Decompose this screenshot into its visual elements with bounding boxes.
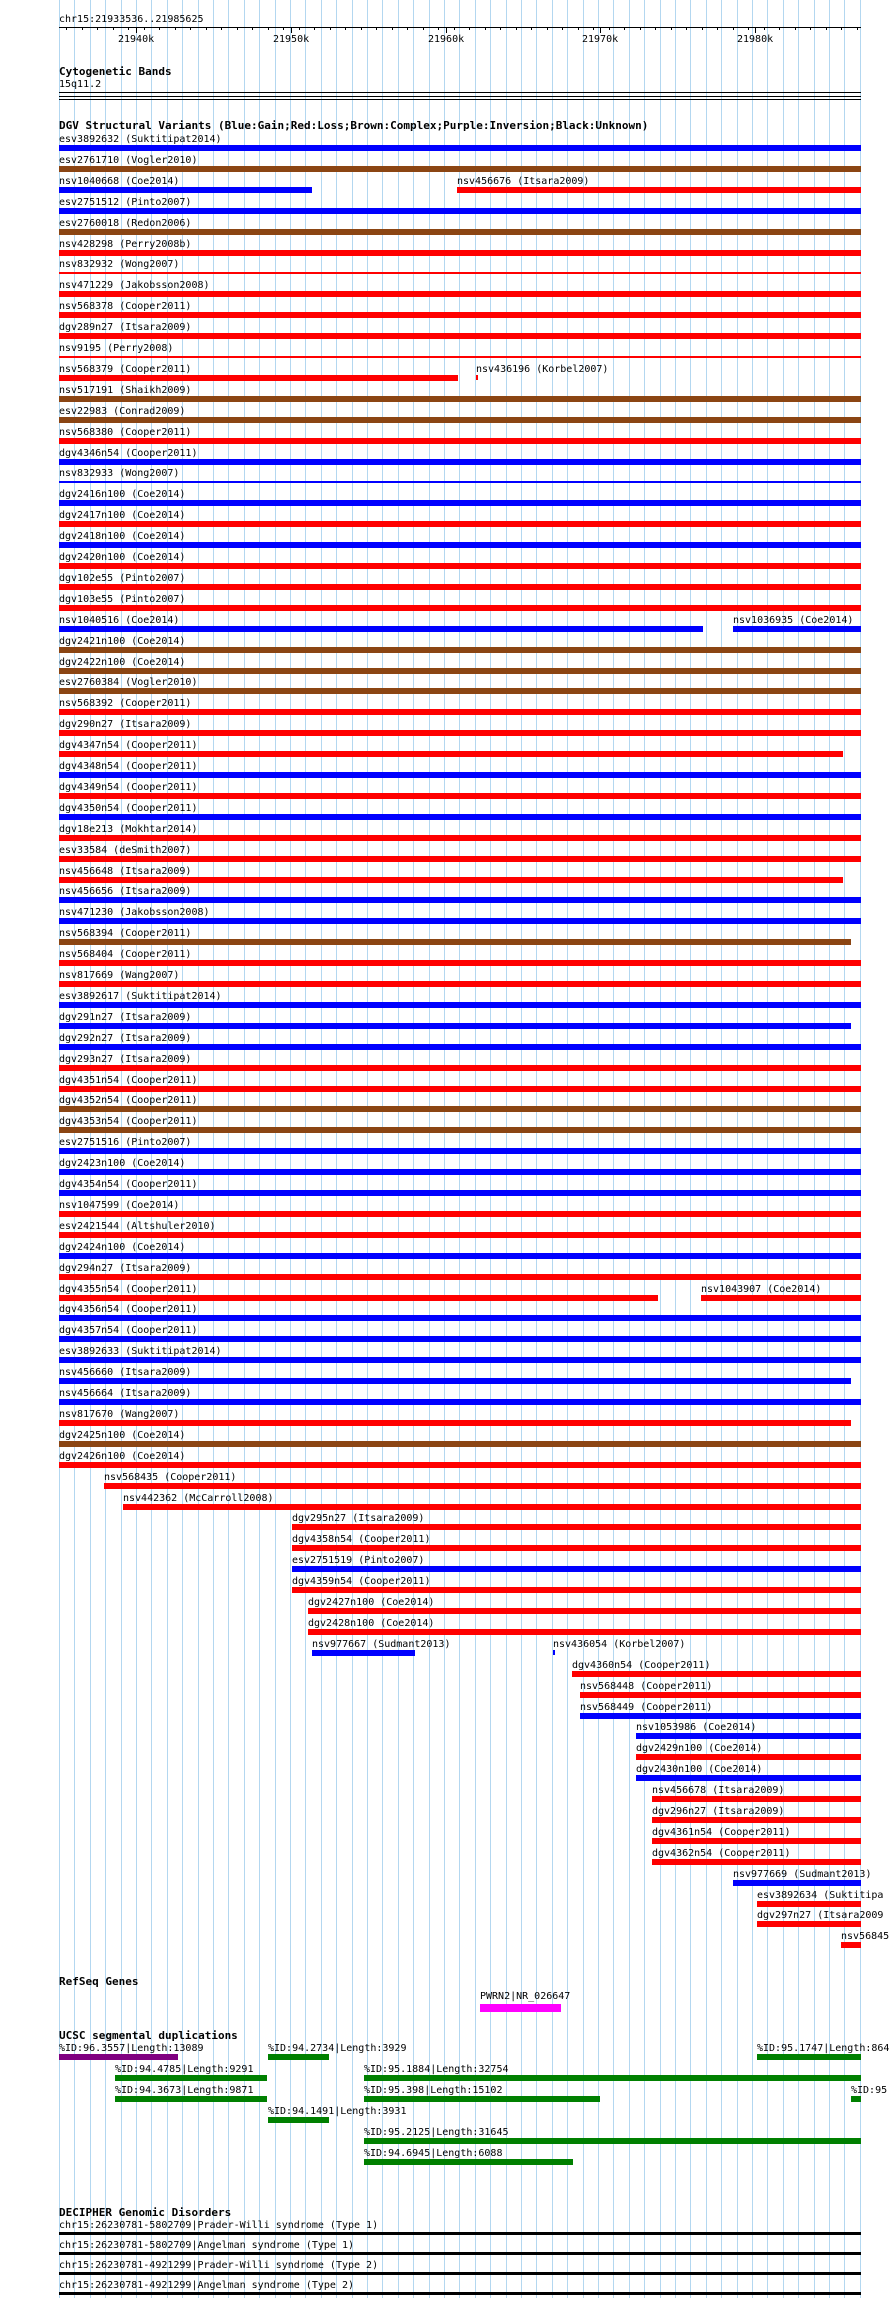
dgv-variant-label[interactable]: nsv436054 (Korbel2007)	[553, 1639, 686, 1650]
dgv-variant-label[interactable]: nsv817670 (Wang2007)	[59, 1409, 180, 1420]
dgv-variant-label[interactable]: nsv832933 (Wong2007)	[59, 468, 180, 479]
dgv-variant-label[interactable]: esv3892634 (Suktitipa	[757, 1890, 884, 1901]
dgv-variant-label[interactable]: nsv568379 (Cooper2011)	[59, 364, 192, 375]
refseq-gene-label[interactable]: PWRN2|NR_026647	[480, 1991, 571, 2002]
dgv-variant-label[interactable]: esv2751519 (Pinto2007)	[292, 1555, 425, 1566]
dgv-variant-bar[interactable]	[636, 1733, 861, 1739]
ruler-minor-tick	[299, 27, 300, 30]
decipher-label[interactable]: chr15:26230781-5802709|Prader-Willi syndrome (Type 1)	[59, 2220, 379, 2231]
dgv-variant-label[interactable]: dgv102e55 (Pinto2007)	[59, 573, 186, 584]
dgv-variant-bar[interactable]	[59, 333, 861, 339]
dgv-variant-label[interactable]: dgv2421n100 (Coe2014)	[59, 636, 186, 647]
ruler-tick	[136, 27, 137, 33]
dgv-variant-bar[interactable]	[59, 897, 861, 903]
dgv-variant-label[interactable]: nsv456678 (Itsara2009)	[652, 1785, 785, 1796]
dgv-variant-label[interactable]: nsv568394 (Cooper2011)	[59, 928, 192, 939]
dgv-variant-bar[interactable]	[59, 835, 861, 841]
ruler-tick	[600, 27, 601, 33]
region-coordinates: chr15:21933536..21985625	[59, 14, 204, 25]
dgv-variant-bar[interactable]	[59, 459, 861, 465]
dgv-variant-bar[interactable]	[652, 1838, 861, 1844]
ruler-tick-label: 21950k	[273, 34, 310, 45]
dgv-variant-bar[interactable]	[59, 1023, 851, 1029]
dgv-variant-label[interactable]: nsv1040668 (Coe2014)	[59, 176, 180, 187]
dgv-variant-bar[interactable]	[59, 145, 861, 151]
segdup-bar[interactable]	[59, 2054, 178, 2060]
ruler-minor-tick	[547, 27, 548, 30]
refseq-track-title: RefSeq Genes	[59, 1975, 139, 1988]
dgv-variant-bar[interactable]	[59, 1315, 861, 1321]
dgv-variant-label[interactable]: dgv2429n100 (Coe2014)	[636, 1743, 763, 1754]
ruler-minor-tick	[531, 27, 532, 30]
decipher-bar[interactable]	[59, 2272, 861, 2275]
dgv-variant-label[interactable]: nsv56845	[841, 1931, 890, 1942]
segdup-label[interactable]: %ID:95.2125|Length:31645	[364, 2127, 509, 2138]
dgv-variant-bar[interactable]	[59, 563, 861, 569]
dgv-variant-bar[interactable]	[476, 375, 478, 380]
dgv-variant-label[interactable]: dgv4357n54 (Cooper2011)	[59, 1325, 198, 1336]
dgv-variant-label[interactable]: esv2751516 (Pinto2007)	[59, 1137, 192, 1148]
dgv-variant-bar[interactable]	[59, 1065, 861, 1071]
dgv-variant-label[interactable]: dgv4352n54 (Cooper2011)	[59, 1095, 198, 1106]
ruler-minor-tick	[593, 27, 594, 30]
dgv-variant-label[interactable]: nsv568448 (Cooper2011)	[580, 1681, 713, 1692]
dgv-variant-label[interactable]: dgv2417n100 (Coe2014)	[59, 510, 186, 521]
ruler-baseline	[59, 27, 861, 28]
segdup-label[interactable]: %ID:94.4785|Length:9291	[115, 2064, 254, 2075]
segdup-bar[interactable]	[851, 2096, 861, 2102]
ruler-tick-label: 21980k	[737, 34, 774, 45]
dgv-variant-bar[interactable]	[59, 814, 861, 820]
decipher-bar[interactable]	[59, 2292, 861, 2295]
dgv-variant-label[interactable]: dgv2425n100 (Coe2014)	[59, 1430, 186, 1441]
dgv-variant-label[interactable]: esv3892633 (Suktitipat2014)	[59, 1346, 222, 1357]
ruler-minor-tick	[423, 27, 424, 30]
dgv-variant-label[interactable]: nsv428298 (Perry2008b)	[59, 239, 192, 250]
dgv-variant-bar[interactable]	[59, 981, 861, 987]
ruler-tick-label: 21960k	[428, 34, 465, 45]
dgv-variant-bar[interactable]	[59, 1274, 861, 1280]
dgv-variant-label[interactable]: nsv442362 (McCarroll2008)	[123, 1493, 274, 1504]
dgv-variant-label[interactable]: esv22983 (Conrad2009)	[59, 406, 186, 417]
dgv-variant-bar[interactable]	[59, 166, 861, 172]
ruler-minor-tick	[469, 27, 470, 30]
dgv-variant-bar[interactable]	[59, 1169, 861, 1175]
dgv-variant-bar[interactable]	[59, 1190, 861, 1196]
segdup-label[interactable]: %ID:94.6945|Length:6088	[364, 2148, 503, 2159]
dgv-variant-label[interactable]: dgv103e55 (Pinto2007)	[59, 594, 186, 605]
dgv-variant-label[interactable]: dgv2424n100 (Coe2014)	[59, 1242, 186, 1253]
segdup-bar[interactable]	[364, 2138, 861, 2144]
dgv-variant-label[interactable]: nsv517191 (Shaikh2009)	[59, 385, 192, 396]
ruler-minor-tick	[748, 27, 749, 30]
dgv-variant-bar[interactable]	[123, 1504, 861, 1510]
dgv-track-title: DGV Structural Variants (Blue:Gain;Red:Loss;Brown:Complex;Purple:Inversion;Black:Unknown)	[59, 119, 649, 132]
dgv-variant-label[interactable]: dgv297n27 (Itsara2009	[757, 1910, 884, 1921]
dgv-variant-bar[interactable]	[841, 1942, 861, 1948]
dgv-variant-bar[interactable]	[59, 960, 861, 966]
dgv-variant-label[interactable]: dgv18e213 (Mokhtar2014)	[59, 824, 198, 835]
ruler-minor-tick	[392, 27, 393, 30]
dgv-variant-label[interactable]: nsv9195 (Perry2008)	[59, 343, 174, 354]
ruler-minor-tick	[159, 27, 160, 30]
dgv-variant-bar[interactable]	[59, 1441, 861, 1447]
dgv-variant-label[interactable]: dgv4360n54 (Cooper2011)	[572, 1660, 711, 1671]
ruler-tick-label: 21970k	[582, 34, 619, 45]
ruler-minor-tick	[764, 27, 765, 30]
dgv-variant-bar[interactable]	[733, 626, 861, 632]
dgv-variant-bar[interactable]	[59, 1253, 861, 1259]
dgv-variant-bar[interactable]	[59, 793, 861, 799]
ruler-minor-tick	[578, 27, 579, 30]
dgv-variant-bar[interactable]	[59, 1148, 861, 1154]
dgv-variant-bar[interactable]	[59, 1378, 851, 1384]
segdup-label[interactable]: %ID:96.3557|Length:13089	[59, 2043, 204, 2054]
decipher-label[interactable]: chr15:26230781-4921299|Angelman syndrome (Type 2)	[59, 2280, 355, 2291]
ruler-minor-tick	[376, 27, 377, 30]
ruler-minor-tick	[655, 27, 656, 30]
dgv-variant-label[interactable]: nsv568378 (Cooper2011)	[59, 301, 192, 312]
dgv-variant-bar[interactable]	[59, 356, 861, 358]
dgv-variant-label[interactable]: dgv2418n100 (Coe2014)	[59, 531, 186, 542]
dgv-variant-bar[interactable]	[59, 688, 861, 694]
ruler-minor-tick	[345, 27, 346, 30]
dgv-variant-label[interactable]: nsv817669 (Wang2007)	[59, 970, 180, 981]
dgv-variant-label[interactable]: dgv289n27 (Itsara2009)	[59, 322, 192, 333]
dgv-variant-bar[interactable]	[104, 1483, 861, 1489]
dgv-variant-bar[interactable]	[553, 1650, 555, 1655]
dgv-variant-label[interactable]: esv2751512 (Pinto2007)	[59, 197, 192, 208]
dgv-variant-bar[interactable]	[59, 709, 861, 715]
dgv-variant-label[interactable]: dgv2420n100 (Coe2014)	[59, 552, 186, 563]
dgv-variant-bar[interactable]	[59, 1106, 861, 1112]
segdup-label[interactable]: %ID:94.1491|Length:3931	[268, 2106, 407, 2117]
ruler-minor-tick	[314, 27, 315, 30]
dgv-variant-bar[interactable]	[59, 208, 861, 214]
refseq-gene-bar[interactable]	[480, 2004, 561, 2012]
dgv-variant-label[interactable]: dgv295n27 (Itsara2009)	[292, 1513, 425, 1524]
dgv-variant-bar[interactable]	[59, 1211, 861, 1217]
dgv-variant-label[interactable]: dgv4351n54 (Cooper2011)	[59, 1075, 198, 1086]
ruler-minor-tick	[516, 27, 517, 30]
dgv-variant-bar[interactable]	[59, 417, 861, 423]
ruler-minor-tick	[283, 27, 284, 30]
dgv-variant-label[interactable]: nsv1040516 (Coe2014)	[59, 615, 180, 626]
dgv-variant-bar[interactable]	[457, 187, 861, 193]
dgv-variant-label[interactable]: dgv4348n54 (Cooper2011)	[59, 761, 198, 772]
dgv-variant-label[interactable]: nsv456648 (Itsara2009)	[59, 866, 192, 877]
dgv-variant-bar[interactable]	[59, 481, 861, 483]
ruler-tick	[446, 27, 447, 33]
dgv-variant-bar[interactable]	[59, 751, 843, 757]
ruler-tick	[291, 27, 292, 33]
dgv-variant-bar[interactable]	[59, 187, 312, 193]
dgv-variant-label[interactable]: nsv456656 (Itsara2009)	[59, 886, 192, 897]
dgv-variant-bar[interactable]	[59, 1399, 861, 1405]
dgv-variant-bar[interactable]	[59, 856, 861, 862]
dgv-variant-bar[interactable]	[59, 438, 861, 444]
dgv-variant-bar[interactable]	[59, 1127, 861, 1133]
dgv-variant-label[interactable]: nsv568380 (Cooper2011)	[59, 427, 192, 438]
dgv-variant-label[interactable]: dgv4350n54 (Cooper2011)	[59, 803, 198, 814]
dgv-variant-label[interactable]: nsv456660 (Itsara2009)	[59, 1367, 192, 1378]
dgv-variant-label[interactable]: nsv456664 (Itsara2009)	[59, 1388, 192, 1399]
segdup-bar[interactable]	[268, 2054, 329, 2060]
dgv-variant-label[interactable]: dgv2423n100 (Coe2014)	[59, 1158, 186, 1169]
ruler-minor-tick	[826, 27, 827, 30]
segdup-bar[interactable]	[757, 2054, 861, 2060]
dgv-variant-label[interactable]: nsv471230 (Jakobsson2008)	[59, 907, 210, 918]
ruler-minor-tick	[113, 27, 114, 30]
dgv-variant-bar[interactable]	[59, 918, 861, 924]
dgv-variant-label[interactable]: esv3892617 (Suktitipat2014)	[59, 991, 222, 1002]
dgv-variant-bar[interactable]	[59, 1086, 861, 1092]
segdup-label[interactable]: %ID:95	[851, 2085, 888, 2096]
segdup-label[interactable]: %ID:95.398|Length:15102	[364, 2085, 503, 2096]
ruler-minor-tick	[97, 27, 98, 30]
ruler-minor-tick	[268, 27, 269, 30]
ruler-minor-tick	[717, 27, 718, 30]
dgv-variant-label[interactable]: nsv1036935 (Coe2014)	[733, 615, 854, 626]
ruler-minor-tick	[779, 27, 780, 30]
dgv-variant-label[interactable]: esv3892632 (Suktitipat2014)	[59, 134, 222, 145]
dgv-variant-label[interactable]: nsv1043907 (Coe2014)	[701, 1284, 822, 1295]
dgv-variant-bar[interactable]	[59, 772, 861, 778]
dgv-variant-bar[interactable]	[59, 1462, 861, 1468]
dgv-variant-bar[interactable]	[59, 272, 861, 274]
ruler-minor-tick	[795, 27, 796, 30]
ruler-minor-tick	[609, 27, 610, 30]
dgv-variant-bar[interactable]	[59, 542, 861, 548]
dgv-variant-label[interactable]: dgv296n27 (Itsara2009)	[652, 1806, 785, 1817]
ruler-minor-tick	[857, 27, 858, 30]
ruler-minor-tick	[175, 27, 176, 30]
dgv-variant-bar[interactable]	[59, 730, 861, 736]
dgv-variant-label[interactable]: dgv4346n54 (Cooper2011)	[59, 448, 198, 459]
dgv-variant-bar[interactable]	[59, 521, 861, 527]
dgv-variant-bar[interactable]	[59, 250, 861, 256]
dgv-variant-label[interactable]: esv33584 (deSmith2007)	[59, 845, 192, 856]
dgv-variant-label[interactable]: nsv456676 (Itsara2009)	[457, 176, 590, 187]
dgv-variant-bar[interactable]	[733, 1880, 861, 1886]
dgv-variant-label[interactable]: dgv2428n100 (Coe2014)	[308, 1618, 435, 1629]
segdup-bar[interactable]	[364, 2075, 861, 2081]
dgv-variant-bar[interactable]	[59, 312, 861, 318]
ruler-minor-tick	[82, 27, 83, 30]
segdup-bar[interactable]	[268, 2117, 329, 2123]
dgv-variant-label[interactable]: esv2421544 (Altshuler2010)	[59, 1221, 216, 1232]
ruler-minor-tick	[810, 27, 811, 30]
segdup-track-title: UCSC segmental duplications	[59, 2029, 238, 2042]
dgv-variant-label[interactable]: dgv4347n54 (Cooper2011)	[59, 740, 198, 751]
dgv-variant-bar[interactable]	[652, 1796, 861, 1802]
dgv-variant-bar[interactable]	[292, 1545, 861, 1551]
ruler-minor-tick	[221, 27, 222, 30]
dgv-variant-label[interactable]: nsv471229 (Jakobsson2008)	[59, 280, 210, 291]
ruler-minor-tick	[640, 27, 641, 30]
dgv-variant-label[interactable]: nsv568449 (Cooper2011)	[580, 1702, 713, 1713]
dgv-variant-bar[interactable]	[59, 229, 861, 235]
segdup-label[interactable]: %ID:95.1884|Length:32754	[364, 2064, 509, 2075]
dgv-variant-bar[interactable]	[59, 500, 861, 506]
dgv-variant-label[interactable]: dgv293n27 (Itsara2009)	[59, 1054, 192, 1065]
decipher-track-title: DECIPHER Genomic Disorders	[59, 2206, 232, 2219]
dgv-variant-bar[interactable]	[59, 605, 861, 611]
dgv-variant-label[interactable]: nsv1047599 (Coe2014)	[59, 1200, 180, 1211]
dgv-variant-bar[interactable]	[636, 1754, 861, 1760]
segdup-label[interactable]: %ID:94.3673|Length:9871	[115, 2085, 254, 2096]
dgv-variant-label[interactable]: nsv832932 (Wong2007)	[59, 259, 180, 270]
ruler-minor-tick	[624, 27, 625, 30]
ruler-minor-tick	[485, 27, 486, 30]
decipher-bar[interactable]	[59, 2252, 861, 2255]
dgv-variant-bar[interactable]	[59, 1232, 861, 1238]
dgv-variant-label[interactable]: dgv2430n100 (Coe2014)	[636, 1764, 763, 1775]
dgv-variant-label[interactable]: esv2761710 (Vogler2010)	[59, 155, 198, 166]
dgv-variant-bar[interactable]	[59, 668, 861, 674]
dgv-variant-label[interactable]: dgv2427n100 (Coe2014)	[308, 1597, 435, 1608]
segdup-bar[interactable]	[115, 2096, 267, 2102]
dgv-variant-label[interactable]: dgv4349n54 (Cooper2011)	[59, 782, 198, 793]
dgv-variant-label[interactable]: dgv4355n54 (Cooper2011)	[59, 1284, 198, 1295]
ruler-minor-tick	[438, 27, 439, 30]
dgv-variant-label[interactable]: dgv4362n54 (Cooper2011)	[652, 1848, 791, 1859]
dgv-variant-bar[interactable]	[59, 1420, 851, 1426]
dgv-variant-label[interactable]: esv2760018 (Redon2006)	[59, 218, 192, 229]
ruler-minor-tick	[252, 27, 253, 30]
dgv-variant-bar[interactable]	[757, 1901, 861, 1907]
dgv-variant-bar[interactable]	[701, 1295, 861, 1301]
dgv-variant-bar[interactable]	[652, 1817, 861, 1823]
dgv-variant-bar[interactable]	[308, 1629, 861, 1635]
ruler-minor-tick	[454, 27, 455, 30]
dgv-variant-label[interactable]: dgv4359n54 (Cooper2011)	[292, 1576, 431, 1587]
dgv-variant-label[interactable]: dgv2422n100 (Coe2014)	[59, 657, 186, 668]
ruler-minor-tick	[330, 27, 331, 30]
ruler-minor-tick	[407, 27, 408, 30]
dgv-variant-bar[interactable]	[59, 626, 703, 632]
dgv-variant-label[interactable]: nsv1053986 (Coe2014)	[636, 1722, 757, 1733]
ruler-minor-tick	[237, 27, 238, 30]
dgv-variant-bar[interactable]	[59, 291, 861, 297]
cytoband-line	[59, 99, 861, 100]
segdup-bar[interactable]	[364, 2159, 573, 2165]
cytoband-label: 15q11.2	[59, 79, 102, 90]
dgv-variant-bar[interactable]	[312, 1650, 415, 1656]
dgv-variant-bar[interactable]	[572, 1671, 861, 1677]
dgv-variant-bar[interactable]	[59, 396, 861, 402]
dgv-variant-label[interactable]: nsv977669 (Sudmant2013)	[733, 1869, 872, 1880]
ruler-minor-tick	[671, 27, 672, 30]
ruler-minor-tick	[500, 27, 501, 30]
dgv-variant-label[interactable]: dgv4353n54 (Cooper2011)	[59, 1116, 198, 1127]
dgv-variant-bar[interactable]	[652, 1859, 861, 1865]
dgv-variant-label[interactable]: nsv436196 (Korbel2007)	[476, 364, 609, 375]
dgv-variant-bar[interactable]	[59, 1295, 658, 1301]
ruler-minor-tick	[733, 27, 734, 30]
dgv-variant-label[interactable]: nsv568392 (Cooper2011)	[59, 698, 192, 709]
dgv-variant-bar[interactable]	[59, 1044, 861, 1050]
dgv-variant-label[interactable]: dgv4358n54 (Cooper2011)	[292, 1534, 431, 1545]
cytoband-track-title: Cytogenetic Bands	[59, 65, 172, 78]
dgv-variant-bar[interactable]	[292, 1587, 861, 1593]
ruler-tick-label: 21940k	[118, 34, 155, 45]
ruler-minor-tick	[144, 27, 145, 30]
dgv-variant-bar[interactable]	[757, 1921, 861, 1927]
cytoband-line	[59, 96, 861, 97]
dgv-variant-bar[interactable]	[59, 939, 851, 945]
dgv-variant-bar[interactable]	[59, 584, 861, 590]
dgv-variant-bar[interactable]	[292, 1566, 861, 1572]
decipher-bar[interactable]	[59, 2232, 861, 2235]
dgv-variant-bar[interactable]	[59, 1357, 861, 1363]
dgv-variant-label[interactable]: dgv292n27 (Itsara2009)	[59, 1033, 192, 1044]
dgv-variant-label[interactable]: dgv4354n54 (Cooper2011)	[59, 1179, 198, 1190]
dgv-variant-bar[interactable]	[292, 1524, 861, 1530]
dgv-variant-label[interactable]: nsv977667 (Sudmant2013)	[312, 1639, 451, 1650]
dgv-variant-label[interactable]: dgv2426n100 (Coe2014)	[59, 1451, 186, 1462]
segdup-bar[interactable]	[364, 2096, 600, 2102]
ruler-minor-tick	[361, 27, 362, 30]
decipher-label[interactable]: chr15:26230781-5802709|Angelman syndrome (Type 1)	[59, 2240, 355, 2251]
dgv-variant-label[interactable]: dgv291n27 (Itsara2009)	[59, 1012, 192, 1023]
dgv-variant-bar[interactable]	[580, 1692, 861, 1698]
ruler-minor-tick	[562, 27, 563, 30]
ruler-minor-tick	[128, 27, 129, 30]
ruler-tick	[755, 27, 756, 33]
ruler-minor-tick	[841, 27, 842, 30]
ruler-minor-tick	[686, 27, 687, 30]
segdup-bar[interactable]	[115, 2075, 267, 2081]
dgv-variant-bar[interactable]	[59, 375, 458, 381]
dgv-variant-bar[interactable]	[636, 1775, 861, 1781]
decipher-label[interactable]: chr15:26230781-4921299|Prader-Willi syndrome (Type 2)	[59, 2260, 379, 2271]
dgv-variant-label[interactable]: nsv568404 (Cooper2011)	[59, 949, 192, 960]
dgv-variant-label[interactable]: nsv568435 (Cooper2011)	[104, 1472, 237, 1483]
dgv-variant-bar[interactable]	[580, 1713, 861, 1719]
dgv-variant-label[interactable]: dgv4361n54 (Cooper2011)	[652, 1827, 791, 1838]
dgv-variant-label[interactable]: dgv2416n100 (Coe2014)	[59, 489, 186, 500]
ruler-minor-tick	[190, 27, 191, 30]
dgv-variant-bar[interactable]	[59, 1002, 861, 1008]
ruler-minor-tick	[66, 27, 67, 30]
cytoband-line	[59, 92, 861, 93]
dgv-variant-bar[interactable]	[59, 877, 843, 883]
dgv-variant-bar[interactable]	[59, 647, 861, 653]
dgv-variant-label[interactable]: dgv294n27 (Itsara2009)	[59, 1263, 192, 1274]
dgv-variant-label[interactable]: esv2760384 (Vogler2010)	[59, 677, 198, 688]
dgv-variant-label[interactable]: dgv4356n54 (Cooper2011)	[59, 1304, 198, 1315]
ruler-minor-tick	[206, 27, 207, 30]
ruler-minor-tick	[702, 27, 703, 30]
segdup-label[interactable]: %ID:95.1747|Length:864	[757, 2043, 890, 2054]
dgv-variant-label[interactable]: dgv290n27 (Itsara2009)	[59, 719, 192, 730]
dgv-variant-bar[interactable]	[59, 1336, 861, 1342]
segdup-label[interactable]: %ID:94.2734|Length:3929	[268, 2043, 407, 2054]
dgv-variant-bar[interactable]	[308, 1608, 861, 1614]
